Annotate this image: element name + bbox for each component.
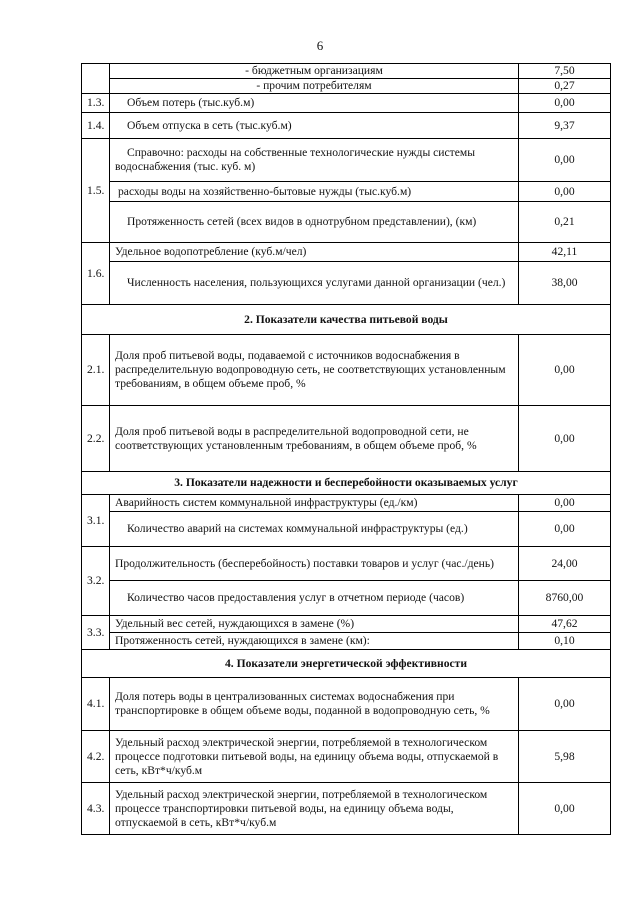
row-value: 0,00	[519, 139, 611, 182]
table-row	[82, 616, 611, 633]
row-description: Удельный расход электрической энергии, потребляемой в технологическом процессе подготовки питьевой воды, на единицу объема воды, отпускаемой в сеть, кВт*ч/куб.м	[110, 731, 519, 783]
table-row	[82, 633, 611, 650]
table-row	[82, 64, 611, 79]
row-number: 3.3.	[82, 616, 110, 650]
table-row	[82, 495, 611, 512]
row-number: 3.1.	[82, 495, 110, 547]
row-value: 5,98	[519, 731, 611, 783]
table-row	[82, 783, 611, 835]
row-description: Количество аварий на системах коммунальной инфраструктуры (ед.)	[110, 512, 519, 547]
row-description: Доля проб питьевой воды в распределительной водопроводной сети, не соответствующих установленным требованиям, в общем объеме проб, %	[110, 406, 519, 472]
section-heading: 2. Показатели качества питьевой воды	[82, 305, 611, 335]
indicators-table	[81, 63, 611, 835]
row-value: 0,21	[519, 202, 611, 243]
table-row	[82, 512, 611, 547]
table-row	[82, 547, 611, 581]
row-description: Доля потерь воды в централизованных системах водоснабжения при транспортировке в общем объеме воды, поданной в водопроводную сеть, %	[110, 678, 519, 731]
row-value: 38,00	[519, 262, 611, 305]
table-row	[82, 182, 611, 202]
row-value: 8760,00	[519, 581, 611, 616]
table-row	[82, 335, 611, 406]
row-number: 1.6.	[82, 243, 110, 305]
row-description: Доля проб питьевой воды, подаваемой с источников водоснабжения в распределительную водопроводную сеть, не соответствующих установленным требованиям, в общем объеме проб, %	[110, 335, 519, 406]
row-number-cell	[82, 64, 110, 94]
row-value: 0,00	[519, 335, 611, 406]
row-value: 0,10	[519, 633, 611, 650]
row-value: 0,00	[519, 495, 611, 512]
row-description: Объем отпуска в сеть (тыс.куб.м)	[110, 113, 519, 139]
row-value: 7,50	[519, 64, 611, 79]
row-number: 1.3.	[82, 94, 110, 113]
row-number: 1.5.	[82, 139, 110, 243]
row-description: Протяженность сетей (всех видов в однотрубном представлении), (км)	[110, 202, 519, 243]
row-number: 4.3.	[82, 783, 110, 835]
row-value: 0,00	[519, 512, 611, 547]
section-row	[82, 650, 611, 678]
section-row	[82, 305, 611, 335]
row-value: 24,00	[519, 547, 611, 581]
row-value: 0,00	[519, 94, 611, 113]
row-number: 1.4.	[82, 113, 110, 139]
row-value: 9,37	[519, 113, 611, 139]
row-number: 4.2.	[82, 731, 110, 783]
row-value: 42,11	[519, 243, 611, 262]
row-value: 47,62	[519, 616, 611, 633]
table-row	[82, 262, 611, 305]
section-heading: 4. Показатели энергетической эффективности	[82, 650, 611, 678]
row-description: - прочим потребителям	[110, 79, 519, 94]
row-description: Справочно: расходы на собственные технологические нужды системы водоснабжения (тыс. куб. м)	[110, 139, 519, 182]
row-value: 0,00	[519, 182, 611, 202]
row-description: - бюджетным организациям	[110, 64, 519, 79]
table-row	[82, 139, 611, 182]
table-row	[82, 79, 611, 94]
table-row	[82, 202, 611, 243]
row-description: Количество часов предоставления услуг в отчетном периоде (часов)	[110, 581, 519, 616]
row-value: 0,00	[519, 406, 611, 472]
section-heading: 3. Показатели надежности и бесперебойности оказываемых услуг	[82, 472, 611, 495]
row-description: Продолжительность (бесперебойность) поставки товаров и услуг (час./день)	[110, 547, 519, 581]
section-row	[82, 472, 611, 495]
row-number: 3.2.	[82, 547, 110, 616]
row-description: Численность населения, пользующихся услугами данной организации (чел.)	[110, 262, 519, 305]
table-row	[82, 581, 611, 616]
table-row	[82, 113, 611, 139]
row-description: Удельный расход электрической энергии, потребляемой в технологическом процессе транспортировки питьевой воды, на единицу объема воды, отпускаемой в сеть, кВт*ч/куб.м	[110, 783, 519, 835]
page-number: 6	[316, 38, 324, 53]
row-description: расходы воды на хозяйственно-бытовые нужды (тыс.куб.м)	[110, 182, 519, 202]
table-row	[82, 678, 611, 731]
table-row	[82, 94, 611, 113]
row-description: Удельное водопотребление (куб.м/чел)	[110, 243, 519, 262]
row-description: Аварийность систем коммунальной инфраструктуры (ед./км)	[110, 495, 519, 512]
row-number: 2.2.	[82, 406, 110, 472]
table-row	[82, 731, 611, 783]
row-description: Протяженность сетей, нуждающихся в замене (км):	[110, 633, 519, 650]
table-row	[82, 406, 611, 472]
row-value: 0,00	[519, 678, 611, 731]
row-number: 2.1.	[82, 335, 110, 406]
table-row	[82, 243, 611, 262]
row-value: 0,27	[519, 79, 611, 94]
row-value: 0,00	[519, 783, 611, 835]
row-description: Объем потерь (тыс.куб.м)	[110, 94, 519, 113]
row-number: 4.1.	[82, 678, 110, 731]
row-description: Удельный вес сетей, нуждающихся в замене (%)	[110, 616, 519, 633]
